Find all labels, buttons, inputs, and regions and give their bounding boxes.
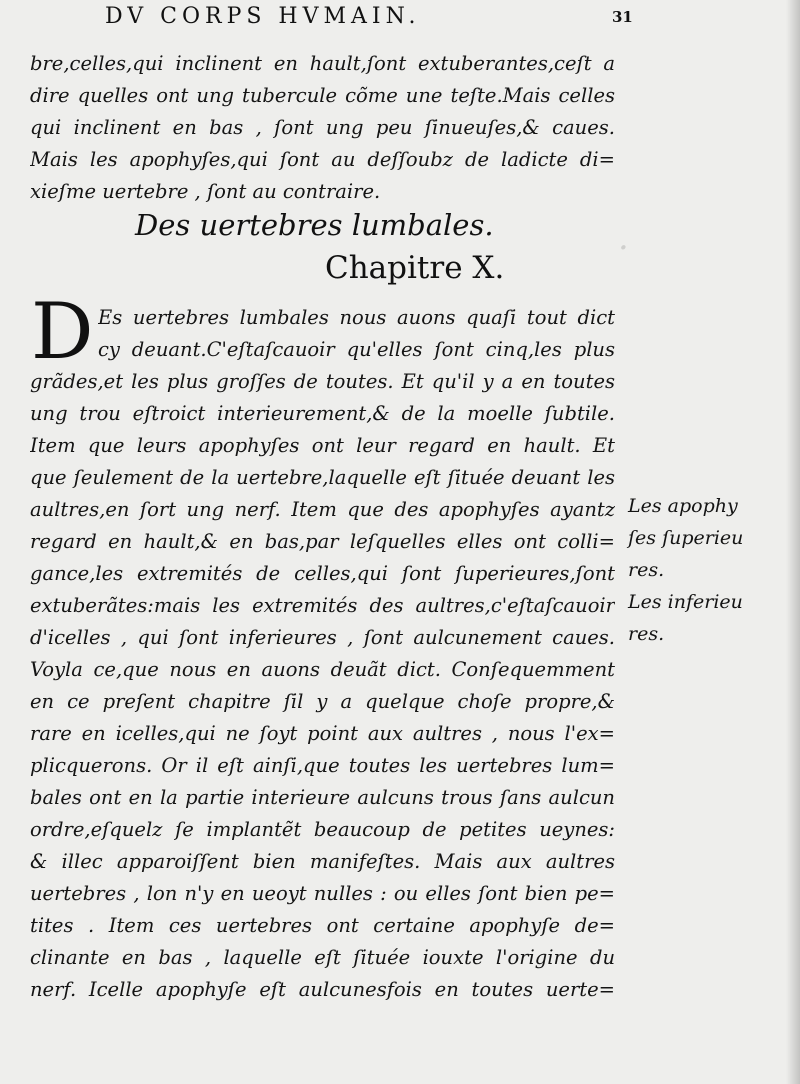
text-line: clinante en bas , laquelle eſt ſituée iouxte l'origine du xyxy=(30,946,615,969)
text-line: que ſeulement de la uertebre,laquelle eſt ſituée deuant les xyxy=(30,466,615,489)
text-line: cy deuant.C'eſtaſcauoir qu'elles ſont cinq,les plus xyxy=(98,338,615,361)
text-line: Es uertebres lumbales nous auons quaſi tout dict xyxy=(98,306,615,329)
text-line: ung trou eſtroict interieurement,& de la moelle ſubtile. xyxy=(30,402,615,425)
drop-cap: D xyxy=(31,287,94,377)
text-line: Voyla ce,que nous en auons deuãt dict. Conſequemment xyxy=(30,658,615,681)
margin-note-line: ſes ſuperieu xyxy=(628,527,744,549)
text-line: xieſme uertebre , ſont au contraire. xyxy=(30,180,381,203)
page-number: 31 xyxy=(612,8,633,26)
text-line: extuberãtes:mais les extremités des aultres,c'eſtaſcauoir xyxy=(30,594,615,617)
chapter-title: Chapitre X. xyxy=(325,250,505,286)
text-line: uertebres , lon n'y en ueoyt nulles : ou elles ſont bien pe= xyxy=(30,882,615,905)
text-line: tites . Item ces uertebres ont certaine apophyſe de= xyxy=(30,914,615,937)
text-line: grãdes,et les plus groſſes de toutes. Et qu'il y a en toutes xyxy=(30,370,615,393)
text-line: en ce preſent chapitre ſil y a quelque choſe propre,& xyxy=(30,690,615,713)
text-line: plicquerons. Or il eſt ainſi,que toutes les uertebres lum= xyxy=(30,754,615,777)
margin-note-line: Les inferieu xyxy=(628,591,743,613)
margin-note-line: Les apophy xyxy=(628,495,738,517)
section-heading: Des uertebres lumbales. xyxy=(135,208,494,242)
text-line: bre,celles,qui inclinent en hault,ſont extuberantes,ceſt a xyxy=(30,52,615,75)
text-line: Mais les apophyſes,qui ſont au deſſoubz de ladicte di= xyxy=(30,148,615,171)
running-title: DV CORPS HVMAIN. xyxy=(105,4,421,29)
text-line: gance,les extremités de celles,qui ſont ſuperieures,ſont xyxy=(30,562,615,585)
text-line: d'icelles , qui ſont inferieures , ſont aulcunement caues. xyxy=(30,626,615,649)
margin-note-line: res. xyxy=(628,559,665,581)
page-edge-shadow xyxy=(786,0,800,1084)
text-line: ordre,eſquelz ſe implantẽt beaucoup de petites ueynes: xyxy=(30,818,615,841)
margin-note-line: res. xyxy=(628,623,665,645)
show-through-ghost-1: · xyxy=(618,228,629,268)
text-line: Item que leurs apophyſes ont leur regard en hault. Et xyxy=(30,434,615,457)
text-line: regard en hault,& en bas,par leſquelles elles ont colli= xyxy=(30,530,615,553)
text-line: aultres,en ſort ung nerf. Item que des apophyſes ayantz xyxy=(30,498,615,521)
text-line: nerf. Icelle apophyſe eſt aulcunesfois en toutes uerte= xyxy=(30,978,615,1001)
text-line: qui inclinent en bas , ſont ung peu ſinueuſes,& caues. xyxy=(30,116,615,139)
text-line: dire quelles ont ung tubercule cõme une teſte.Mais celles xyxy=(30,84,615,107)
text-line: bales ont en la partie interieure aulcuns trous ſans aulcun xyxy=(30,786,615,809)
text-line: & illec apparoiſſent bien manifeſtes. Mais aux aultres xyxy=(30,850,615,873)
text-line: rare en icelles,qui ne ſoyt point aux aultres , nous l'ex= xyxy=(30,722,615,745)
